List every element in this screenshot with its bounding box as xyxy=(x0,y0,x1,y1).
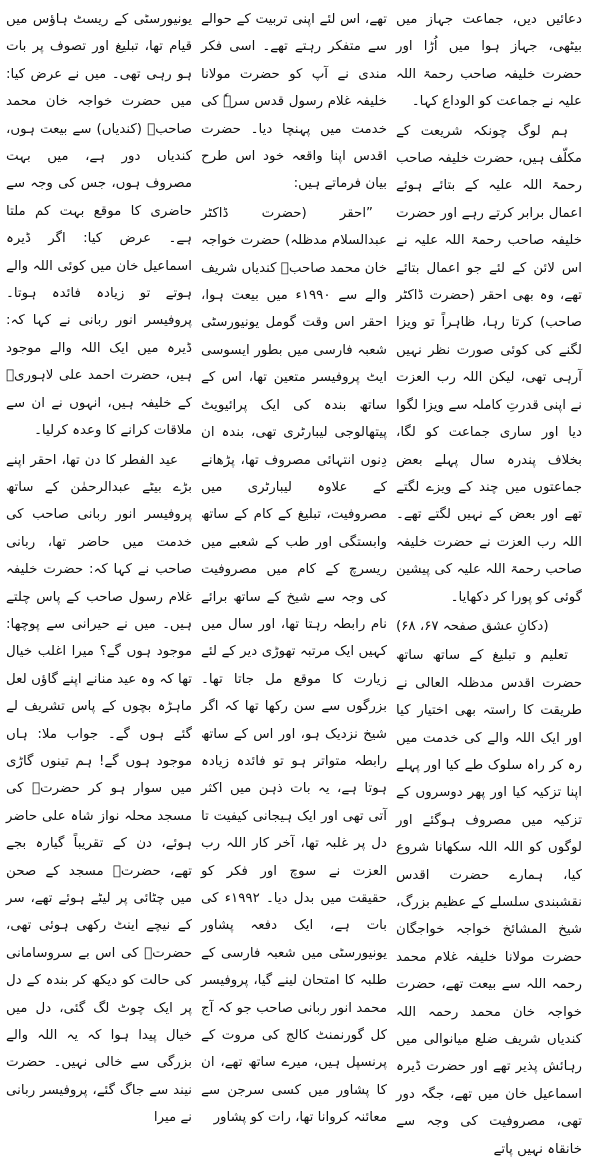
paragraph: تھے، اس لئے اپنی تربیت کے حوالے سے متفکر رہتے تھے۔ اسی فکر مندی نے آپ کو حضرت مولانا خلیفہ غلام رسول قدس سرہٗ کی خدمت میں پہنچا دیا۔ حضرت اقدس اپنا واقعہ خود اس طرح بیان فرماتے ہیں: xyxy=(201,12,387,192)
paragraph: یونیورسٹی کے ریسٹ ہاؤس میں قیام تھا، تبلیغ اور تصوف پر بات ہو رہی تھی۔ میں نے عرض کیا: میں حضرت خواجہ خان محمد صاحبؒ (کندیاں) سے بیعت ہوں، کندیاں دور ہے، میں بہت مصروف ہوں، جس کی وجہ سے حاضری کا موقع بہت کم ملتا ہے۔ عرض کیا: اگر ڈیرہ اسماعیل خان میں کوئی اللہ والے ہوتے تو زیادہ فائدہ ہوتا۔ پروفیسر انور ربانی نے کہا کہ: ڈیرہ میں ایک اللہ والے موجود ہیں، حضرت احمد علی لاہوریؒ کے خلیفہ ہیں، انہوں نے ان سے ملاقات کرانے کا وعدہ کرلیا۔ xyxy=(6,12,192,439)
source-citation: (دکانِ عشق صفحہ ۶۷، ۶۸) xyxy=(396,618,549,634)
quoted-paragraph: ”احقر (حضرت ڈاکٹر عبدالسلام مدظلہ) حضرت خواجہ خان محمد صاحبؒ کندیاں شریف والے سے ۱۹۹۰ء میں بیعت ہوا، احقر اس وقت گومل یونیورسٹی شعبہ فارسی میں بطور ایسوسی ایٹ پروفیسر متعین تھا، اس کے ساتھ بندہ کی ایک پرائیویٹ پیتھالوجی لیبارٹری تھی، بندہ ان دِنوں انتہائی مصروف تھا، پڑھانے کے علاوہ لیبارٹری میں مصروفیت، تبلیغ کے کام کے ساتھ وابستگی اور طب کے شعبے میں ریسرچ کے کام میں مصروفیت کی وجہ سے شیخ کے ساتھ برائے نام رابطہ رہتا تھا، اور سال میں کہیں ایک مرتبہ تھوڑی دیر کے لئے زیارت کا موقع مل جاتا تھا۔ بزرگوں سے سن رکھا تھا کہ اگر شیخ نزدیک ہو، اور اس کے ساتھ رابطہ متواتر ہو تو فائدہ زیادہ ہوتا ہے، یہ بات ذہن میں اکثر آتی تھی اور ایک ہیجانی کیفیت تا دل پر غلبہ تھا، آخر کار اللہ رب العزت نے سوچ اور فکر کو حقیقت میں بدل دیا۔ ۱۹۹۲ء کی بات ہے، ایک دفعہ پشاور یونیورسٹی میں شعبہ فارسی کے طلبہ کا امتحان لینے گیا، پروفیسر محمد انور ربانی صاحب جو کہ آج کل گورنمنٹ کالج کی مروت کے پرنسپل ہیں، میرے ساتھ تھے، ان کا پشاور میں کسی سرجن سے معائنہ کروانا تھا، رات کو پشاور xyxy=(201,205,387,1126)
paragraph: ہم لوگ چونکہ شریعت کے مکلّف ہیں، حضرت خلیفہ صاحب رحمۃ اللہ علیہ کے بتائے ہوئے اعمال برابر کرتے رہے اور حضرت خلیفہ صاحب رحمۃ اللہ علیہ نے اس لائن کے لئے جو اعمال بتائے تھے، وہ بھی احقر (حضرت ڈاکٹر صاحب) کرتا رہا، ظاہراً تو ویزا لگنے کی کوئی صورت نظر نہیں آرہی تھی، لیکن اللہ رب العزت نے اپنی قدرتِ کاملہ سے ویزا لگوا دیا اور ساری جماعت کو لگا، بخلاف پندرہ سال پہلے بعض جماعتوں میں چند کے ویزے لگتے تھے اور بعض کے نہیں لگتے تھے۔ اللہ رب العزت نے حضرت خلیفہ صاحب رحمۃ اللہ علیہ کی پیشین گوئی کو پورا کر دکھایا۔ xyxy=(396,123,582,605)
text-column-middle xyxy=(201,6,387,1126)
paragraph: عید الفطر کا دن تھا، احقر اپنے بڑے بیٹے عبدالرحمٰن کے ساتھ پروفیسر انور ربانی صاحب کی خدمت میں حاضر تھا، ربانی صاحب نے کہا کہ: حضرت خلیفہ غلام رسول صاحب کے پاس چلتے ہیں۔ میں نے حیرانی سے پوچھا: موجود ہوں گے؟ میرا اغلب خیال تھا کہ وہ عید منانے اپنے گاؤں لعل ماہڑہ بچوں کے پاس تشریف لے گئے ہوں گے۔ جواب ملا: ہاں موجود ہوں گے! ہم تینوں گاڑی میں سوار ہو کر حضرتؒ کی مسجد محلہ نواز شاہ علی حاضر ہوئے، دن کے تقریباً گیارہ بجے تھے، حضرتؒ مسجد کے صحن میں چٹائی پر لیٹے ہوئے تھے، سر کے نیچے اینٹ رکھی ہوئی تھی، حضرتؒ کی اس بے سروسامانی کی حالت کو دیکھ کر بندہ کے دل پر ایک چوٹ لگ گئی، دل میں خیال پیدا ہوا کہ یہ اللہ والے بزرگی سے خالی نہیں۔ حضرت نیند سے جاگ گئے، پروفیسر ربانی نے میرا xyxy=(6,452,192,1126)
paragraph: دعائیں دیں، جماعت جہاز میں بیٹھی، جہاز ہوا میں اُڑا اور حضرت خلیفہ صاحب رحمۃ اللہ علیہ نے جماعت کو الوداع کہا۔ xyxy=(396,12,582,110)
text-column-left xyxy=(6,6,192,1126)
paragraph: تعلیم و تبلیغ کے ساتھ ساتھ حضرت اقدس مدظلہ العالی نے طریقت کا راستہ بھی اختیار کیا اور ایک اللہ والے کی خدمت میں رہ کر راہ سلوک طے کیا اور پہلے اپنا تزکیہ کیا اور پھر دوسروں کے تزکیہ میں مصروف ہوگئے اور لوگوں کو اللہ اللہ سکھانا شروع کیا، ہمارے حضرت اقدس نقشبندی سلسلے کے عظیم بزرگ، شیخ المشائخ خواجہ خواجگان حضرت مولانا خلیفہ غلام محمد رحمہ اللہ سے بیعت تھے، حضرت خواجہ خان محمد رحمہ اللہ کندیاں شریف ضلع میانوالی میں رہائش پذیر تھے اور حضرت ڈیرہ اسماعیل خان میں تھے، جگہ دور تھی، مصروفیت کی وجہ سے خانقاہ نہیں پاتے xyxy=(396,648,582,1157)
text-column-right xyxy=(396,6,582,1157)
